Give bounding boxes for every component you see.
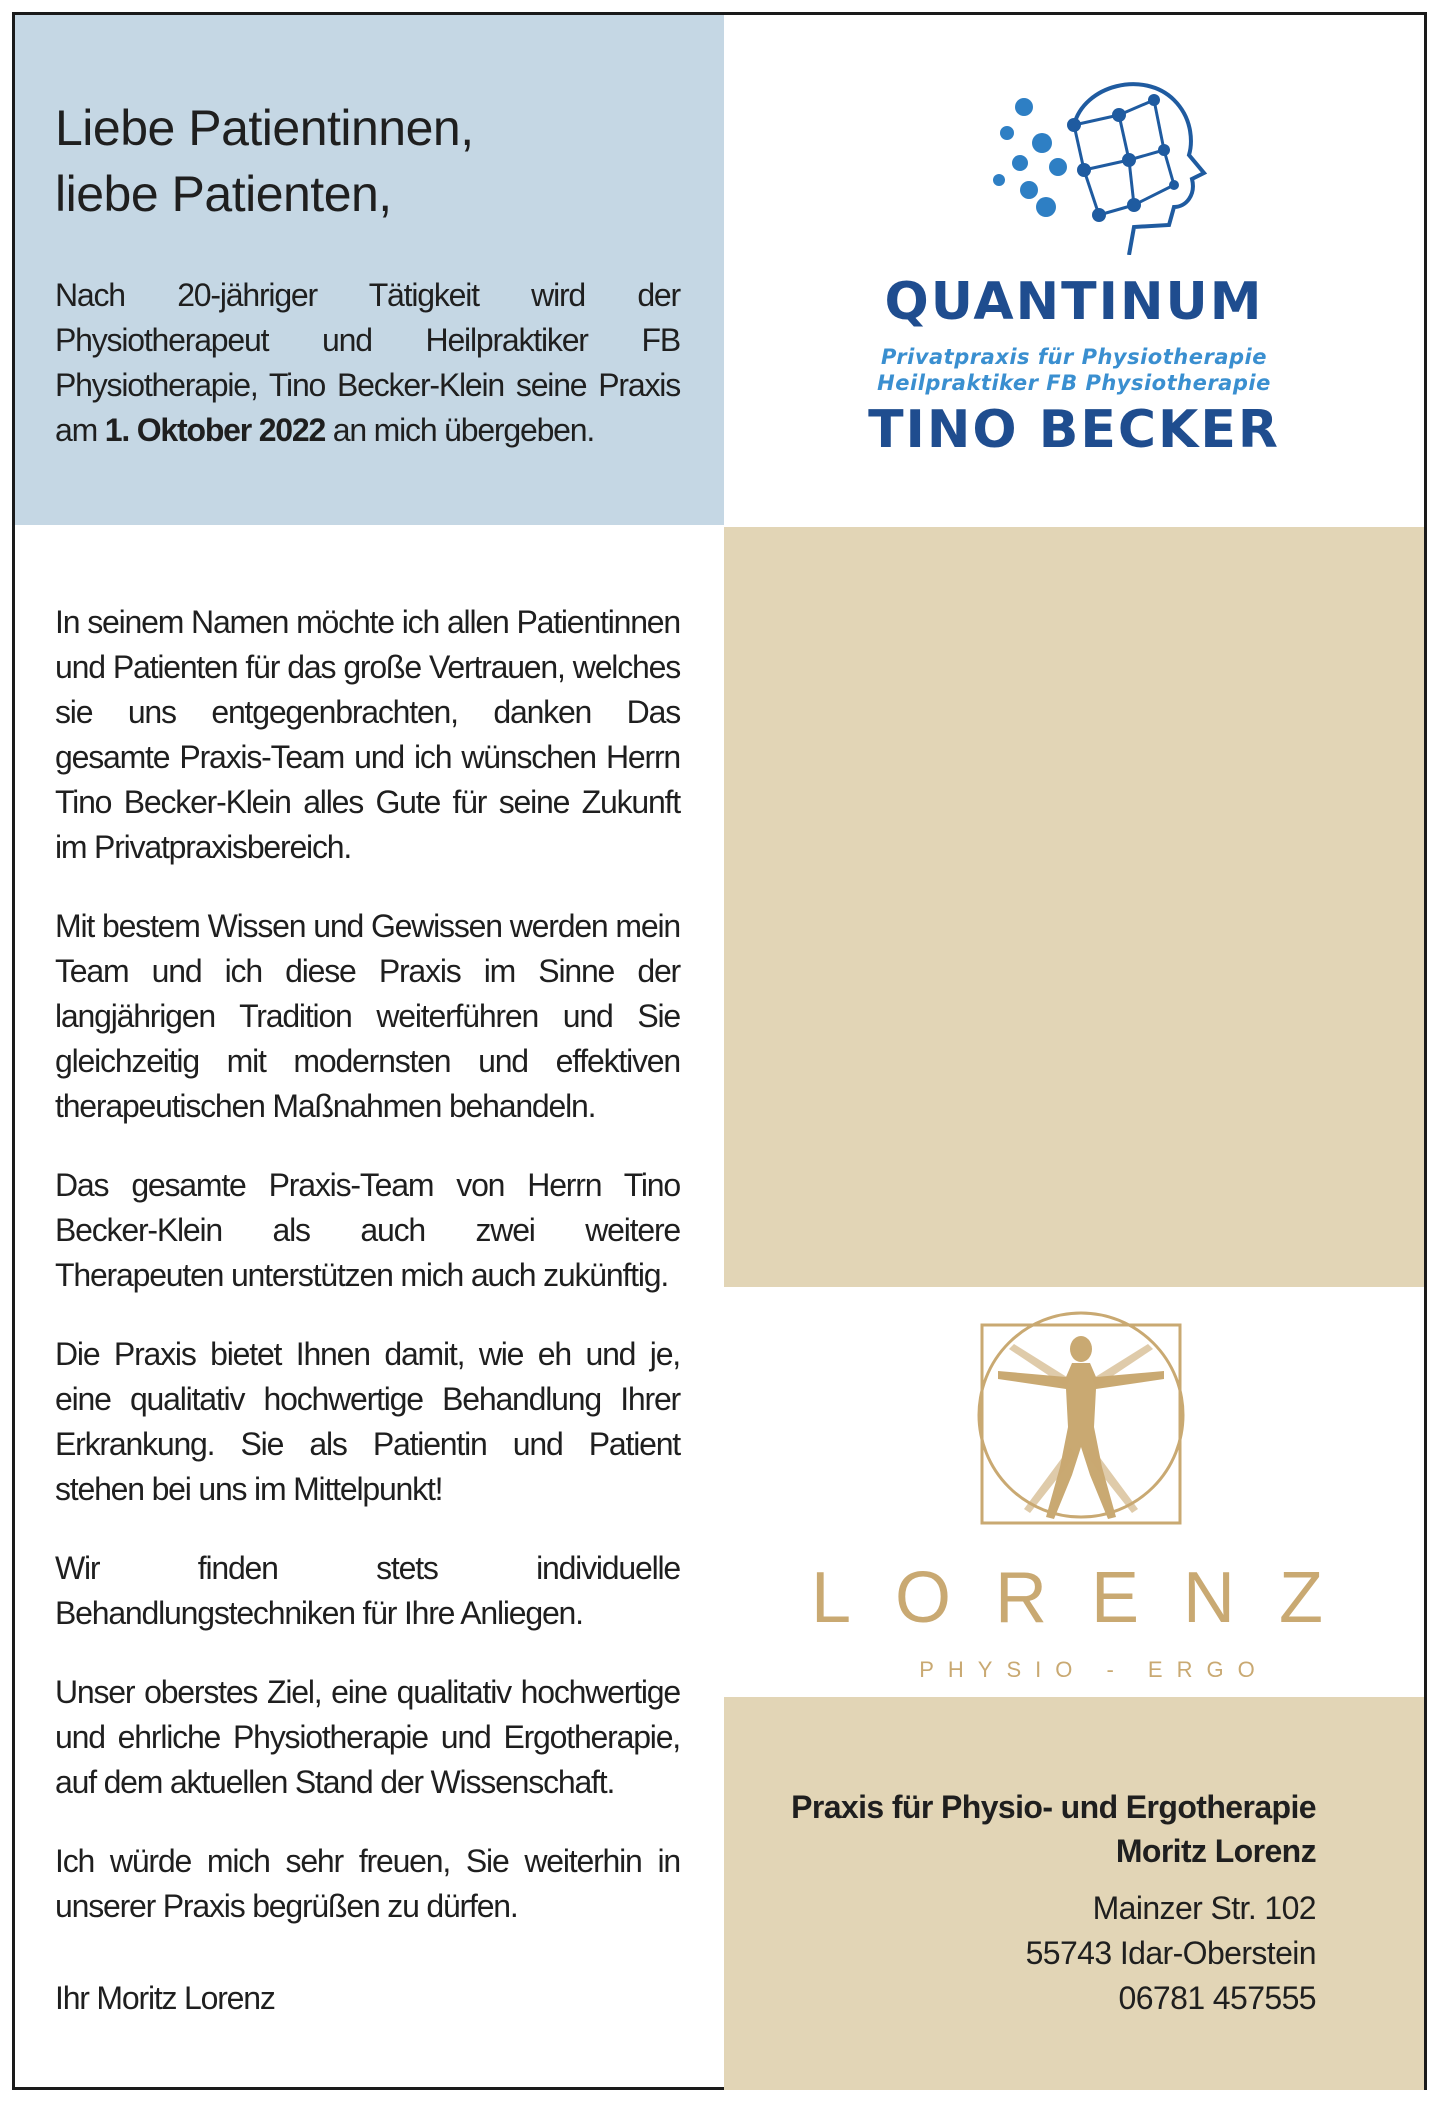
address-city: 55743 Idar-Oberstein <box>1025 1935 1316 1971</box>
quantinum-subtitle-1: Privatpraxis für Physiotherapie <box>881 345 1267 369</box>
head-network-icon <box>724 55 1424 255</box>
beige-panel <box>724 527 1424 1287</box>
paragraph-continuation: Mit bestem Wissen und Gewissen werden mein Team und ich diese Praxis im Sinne der langjährigen Tradition weiterführen und Sie gleichzeitig mit modernsten und effektiven therapeutischen Maßnahmen behandeln. <box>55 908 680 1124</box>
intro-box <box>15 15 724 525</box>
phone-number: 06781 457555 <box>1118 1980 1316 2016</box>
signature: Ihr Moritz Lorenz <box>55 1980 275 2016</box>
address-street: Mainzer Str. 102 <box>1092 1890 1316 1926</box>
paragraph-quality: Die Praxis bietet Ihnen damit, wie eh und je, eine qualitativ hochwertige Behandlung Ihrer Erkrankung. Sie als Patientin und Patient stehen bei uns im Mittelpunkt! <box>55 1336 680 1507</box>
ad-frame <box>12 12 1427 2090</box>
greeting <box>55 95 474 227</box>
paragraph-goal: Unser oberstes Ziel, eine qualitativ hochwertige und ehrliche Physiotherapie und Ergotherapie, auf dem aktuellen Stand der Wissenschaft. <box>55 1674 680 1800</box>
quantinum-logo <box>724 55 1424 495</box>
lorenz-tagline: PHYSIO - ERGO <box>919 1657 1269 1682</box>
letter-body <box>55 600 680 1963</box>
intro-date: 1. Oktober 2022 <box>104 412 326 448</box>
vitruvian-man-icon <box>724 1287 1424 1537</box>
paragraph-closing: Ich würde mich sehr freuen, Sie weiterhin in unserer Praxis begrüßen zu dürfen. <box>55 1843 680 1924</box>
quantinum-subtitle-2: Heilpraktiker FB Physiotherapie <box>877 371 1271 395</box>
greeting-line-2: liebe Patienten, <box>55 166 392 222</box>
lorenz-wordmark: LORENZ <box>810 1558 1368 1638</box>
intro-text-end: an mich übergeben. <box>325 412 595 448</box>
lorenz-logo <box>724 1287 1424 1697</box>
practitioner-name: Moritz Lorenz <box>1115 1833 1316 1869</box>
practice-name: Praxis für Physio- und Ergotherapie <box>791 1789 1316 1825</box>
intro-text: Nach 20-jähriger Tätigkeit wird der Physiotherapeut und Heilpraktiker FB Physiotherapie, Tino Becker-Klein seine Praxis am <box>55 277 680 448</box>
quantinum-name: TINO BECKER <box>868 400 1280 460</box>
paragraph-thanks: In seinem Namen möchte ich allen Patientinnen und Patienten für das große Vertrauen, welches sie uns entgegenbrachten, danken Das gesamte Praxis-Team und ich wünschen Herrn Tino Becker-Klein alles Gute für seine Zukunft im Privatpraxisbereich. <box>55 604 680 865</box>
intro-paragraph <box>55 273 680 453</box>
paragraph-team: Das gesamte Praxis-Team von Herrn Tino Becker-Klein als auch zwei weitere Therapeuten unterstützen mich auch zukünftig. <box>55 1167 680 1293</box>
address <box>791 1886 1316 2021</box>
paragraph-techniques: Wir finden stets individuelle Behandlungstechniken für Ihre Anliegen. <box>55 1550 680 1631</box>
greeting-line-1: Liebe Patientinnen, <box>55 100 474 156</box>
contact-block <box>791 1785 1316 2021</box>
quantinum-title: QUANTINUM <box>884 272 1264 332</box>
